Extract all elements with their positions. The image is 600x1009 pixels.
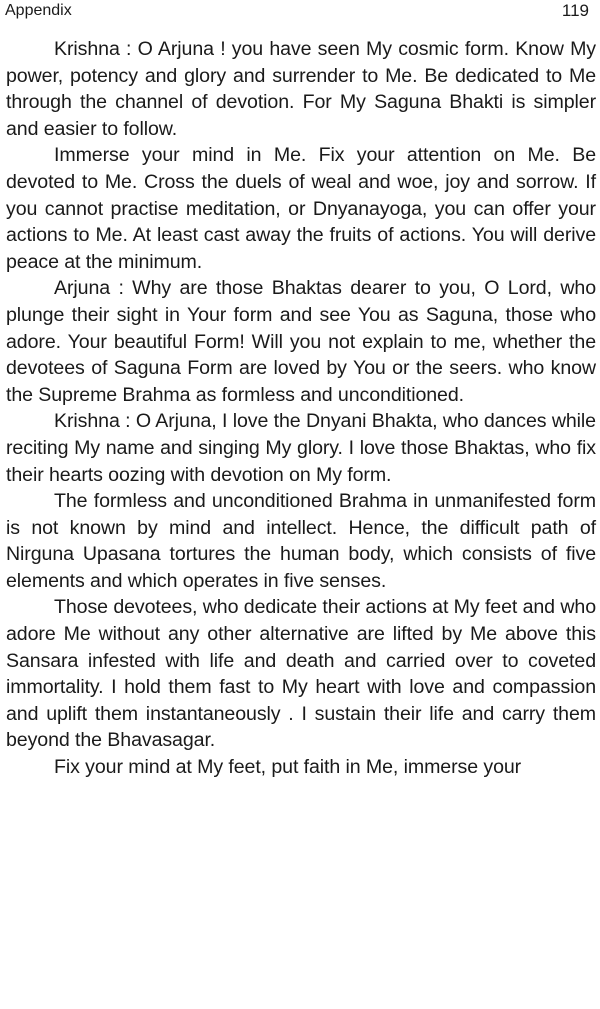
paragraph: Those devotees, who dedicate their actions at My feet and who adore Me without any other alternative are lifted by Me above this Sansara infested with life and death and carried over to coveted immortality. I hold them fast to My heart with love and compassion and uplift them instantaneously . I sustain their life and carry them beyond the Bhavasagar. xyxy=(6,596,596,752)
paragraph: The formless and unconditioned Brahma in unmanifested form is not known by mind and intellect. Hence, the difficult path of Nirguna Upasana tortures the human body, which consists of five elements and which operates in five senses. xyxy=(6,490,596,592)
paragraph: Arjuna : Why are those Bhaktas dearer to you, O Lord, who plunge their sight in Your form and see You as Saguna, those who adore. Your beautiful Form! Will you not explain to me, whether the devotees of Saguna Form are loved by You or the seers. who know the Supreme Brahma as formless and unconditioned. xyxy=(6,277,596,406)
paragraph: Krishna : O Arjuna ! you have seen My cosmic form. Know My power, potency and glory and surrender to Me. Be dedicated to Me through the channel of devotion. For My Saguna Bhakti is simpler and easier to follow. xyxy=(6,38,596,140)
paragraph: Fix your mind at My feet, put faith in Me, immerse your xyxy=(54,756,522,779)
running-head: Appendix xyxy=(5,2,72,19)
page-number: 119 xyxy=(561,1,589,20)
page-header xyxy=(0,0,600,28)
paragraph: Immerse your mind in Me. Fix your attention on Me. Be devoted to Me. Cross the duels of weal and woe, joy and sorrow. If you cannot practise meditation, or Dnyanayoga, you can offer your actions to Me. At least cast away the fruits of actions. You will derive peace at the minimum. xyxy=(6,144,596,273)
paragraph: Krishna : O Arjuna, I love the Dnyani Bhakta, who dances while reciting My name and singing My glory. I love those Bhaktas, who fix their hearts oozing with devotion on My form. xyxy=(6,410,596,486)
body-text xyxy=(6,36,596,781)
